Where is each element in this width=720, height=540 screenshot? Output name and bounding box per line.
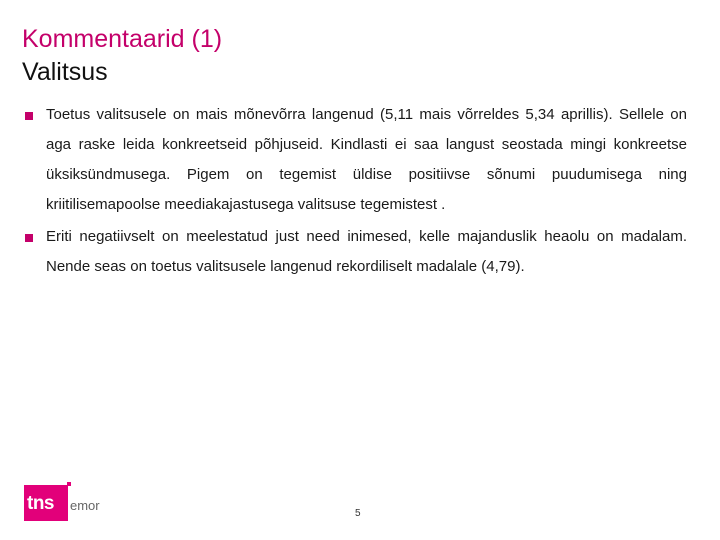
bullet-item [22,100,687,220]
bullet-item [22,222,687,282]
slide-subtitle: Valitsus [22,58,108,86]
logo-tns-text: tns [27,493,54,514]
slide-title: Kommentaarid (1) [22,25,223,53]
bullet-text: Toetus valitsusele on mais mõnevõrra langenud (5,11 mais võrreldes 5,34 aprillis). Sellele on aga raske leida konkreetseid põhjuseid. Kindlasti ei saa langust seostada mingi konkreetse üksiksündmusega. Pigem on tegemist üldise positiivse sõnumi puudumisega ning kriitilisemapoolse meediakajastusega valitsuse tegemistest . [46,106,687,213]
bullet-text: Eriti negatiivselt on meelestatud just need inimesed, kelle majanduslik heaolu on madalam. Nende seas on toetus valitsusele langenud rekordiliselt madalale (4,79). [46,228,687,275]
logo-emor-text: emor [70,498,100,513]
logo-box [24,485,68,521]
square-bullet-icon [25,234,33,242]
page-number: 5 [355,508,361,519]
tns-emor-logo [24,482,106,522]
square-bullet-icon [25,112,33,120]
bullet-list [22,100,687,282]
logo-dot [67,482,71,486]
